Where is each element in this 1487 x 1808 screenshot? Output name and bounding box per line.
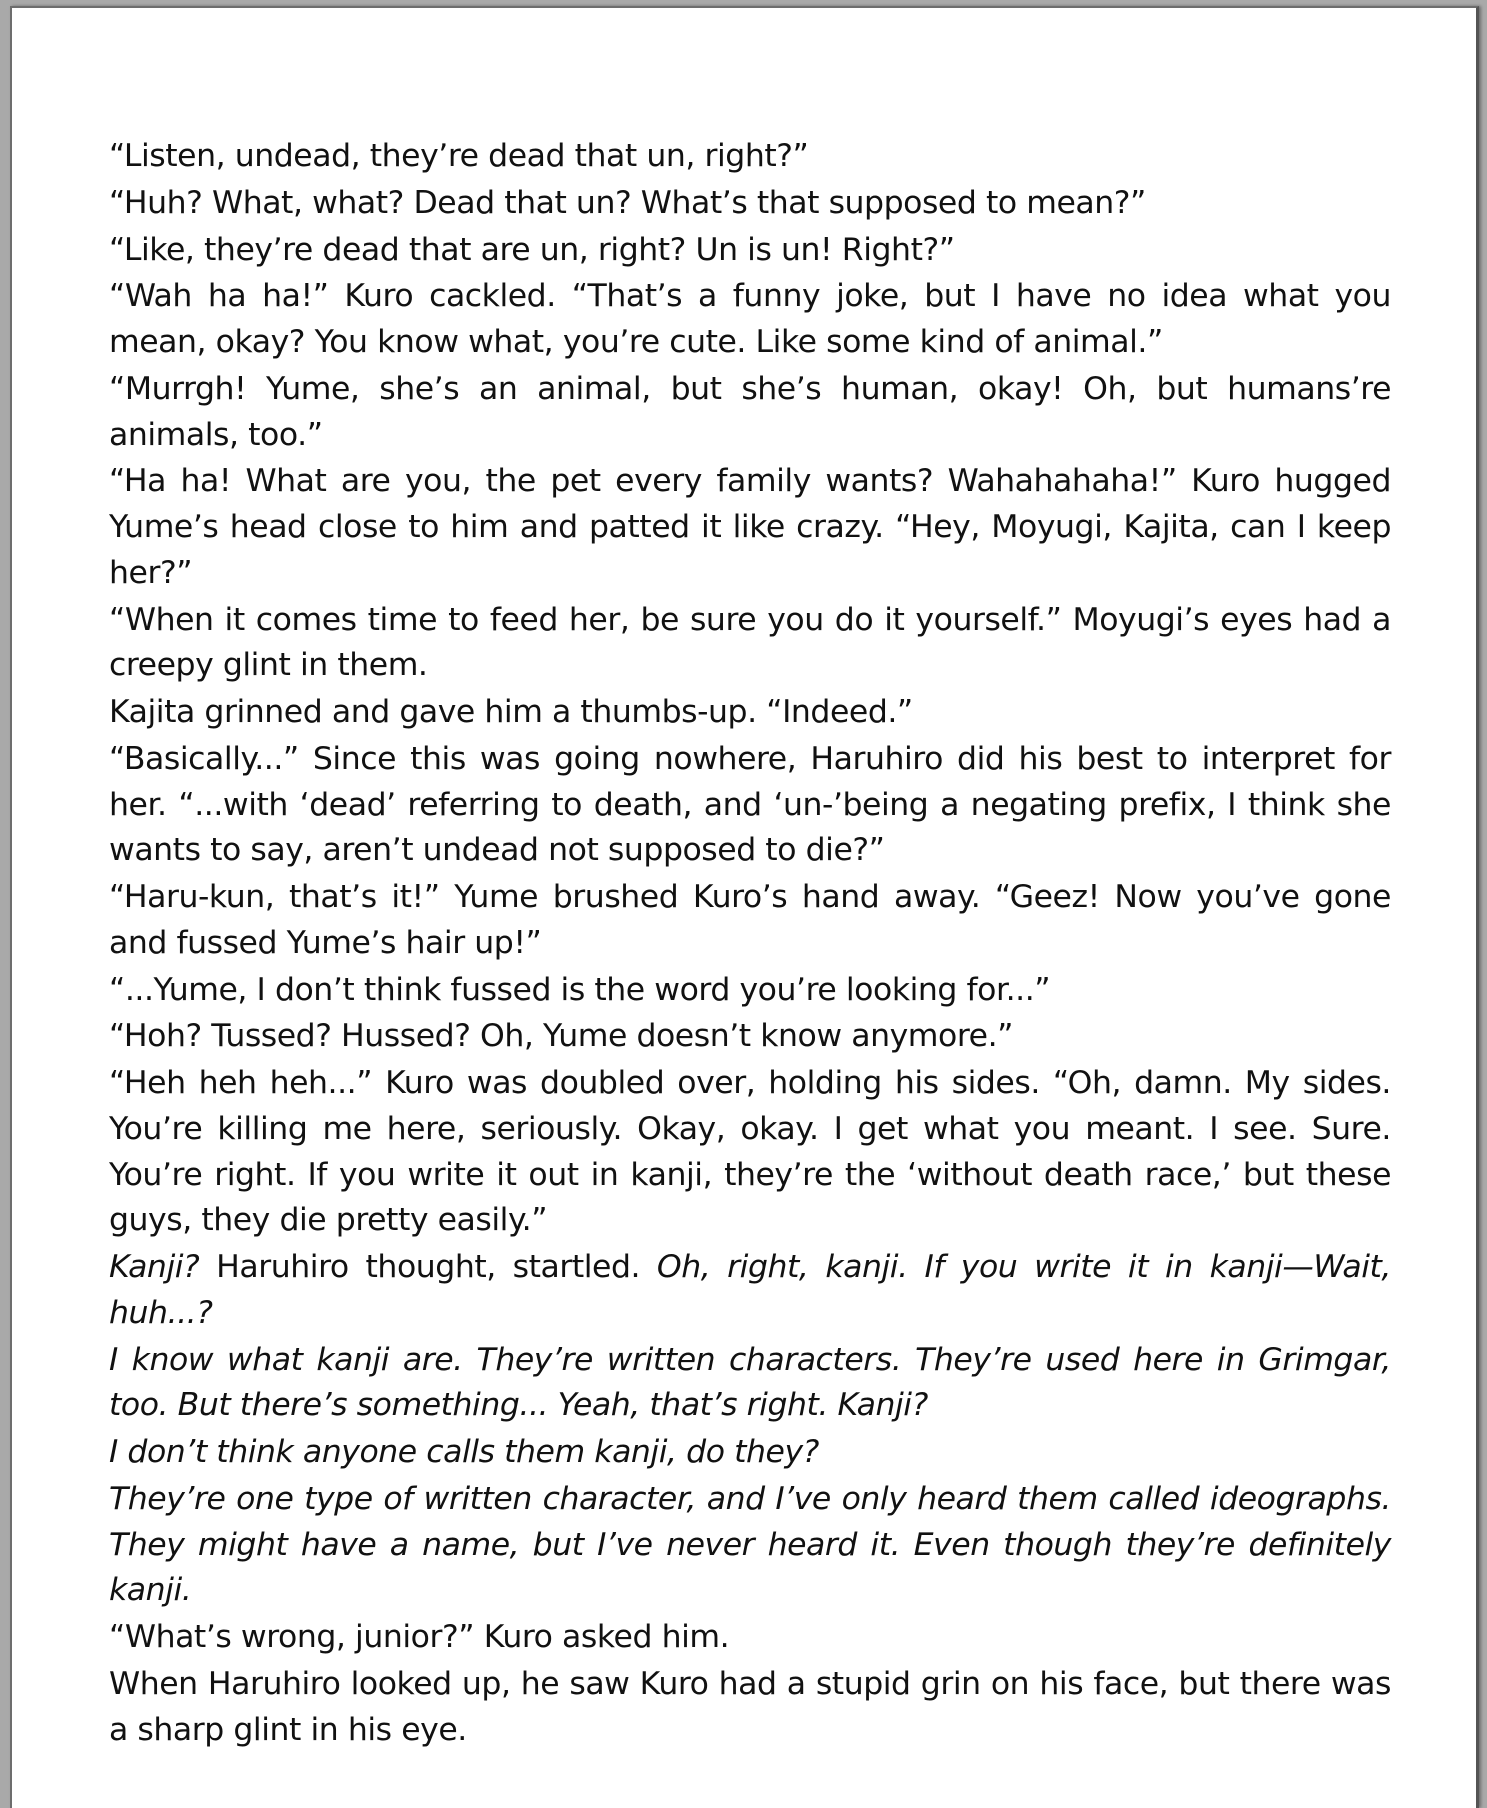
paragraph	[109, 1338, 1391, 1429]
text-segment: “Listen, undead, they’re dead that un, right?”	[109, 138, 809, 174]
italic-text-segment: I don’t think anyone calls them kanji, do they?	[109, 1434, 819, 1471]
paragraph	[109, 1430, 1391, 1476]
paragraph	[109, 690, 1391, 736]
paragraph	[109, 1662, 1391, 1753]
paragraph	[109, 134, 1391, 180]
text-segment: “Hoh? Tussed? Hussed? Oh, Yume doesn’t know anymore.”	[109, 1018, 1014, 1055]
text-segment: Kajita grinned and gave him a thumbs-up. “Indeed.”	[109, 694, 913, 731]
text-segment: When Haruhiro looked up, he saw Kuro had a stupid grin on his face, but there was a sharp glint in his eye.	[109, 1665, 1391, 1748]
text-segment: “Basically...” Since this was going nowhere, Haruhiro did his best to interpret for her. “...with ‘dead’ referring to death, and ‘un-’being a negating prefix, I think she wants to say, aren’t undead not supposed to die?”	[109, 740, 1391, 869]
text-segment: “Like, they’re dead that are un, right? Un is un! Right?”	[109, 231, 955, 268]
paragraph	[109, 181, 1391, 227]
italic-text-segment: I know what kanji are. They’re written characters. They’re used here in Grimgar, too. But there’s something... Yeah, that’s right. Kanji?	[109, 1341, 1391, 1424]
paragraph	[109, 1245, 1391, 1336]
page-body-text	[109, 134, 1391, 1754]
italic-text-segment: Oh, right, kanji. If you write it in kanji—Wait, huh...?	[109, 1249, 1391, 1331]
paragraph	[109, 1477, 1391, 1614]
text-segment: “Haru-kun, that’s it!” Yume brushed Kuro’s hand away. “Geez! Now you’ve gone and fussed Yume’s hair up!”	[109, 879, 1391, 961]
text-segment: “When it comes time to feed her, be sure you do it yourself.” Moyugi’s eyes had a creepy glint in them.	[109, 601, 1391, 684]
paragraph	[109, 1061, 1391, 1244]
italic-text-segment: They’re one type of written character, and I’ve only heard them called ideographs. They might have a name, but I’ve never heard it. Even though they’re definitely kanji.	[109, 1480, 1391, 1609]
paragraph	[109, 367, 1391, 458]
italic-text-segment: Kanji?	[109, 1249, 200, 1286]
text-segment: “What’s wrong, junior?” Kuro asked him.	[109, 1619, 730, 1656]
paragraph	[109, 875, 1391, 966]
text-segment: “Wah ha ha!” Kuro cackled. “That’s a funny joke, but I have no idea what you mean, okay? You know what, you’re cute. Like some kind of animal.”	[109, 278, 1391, 361]
paragraph	[109, 598, 1391, 689]
paragraph	[109, 459, 1391, 596]
paragraph	[109, 968, 1391, 1014]
text-segment: Haruhiro thought, startled.	[199, 1249, 657, 1286]
text-segment: “Ha ha! What are you, the pet every family wants? Wahahahaha!” Kuro hugged Yume’s head close to him and patted it like crazy. “Hey, Moyugi, Kajita, can I keep her?”	[109, 463, 1391, 591]
paragraph	[109, 1615, 1391, 1661]
paragraph	[109, 737, 1391, 874]
text-segment: “...Yume, I don’t think fussed is the word you’re looking for...”	[109, 971, 1051, 1008]
paragraph	[109, 1014, 1391, 1060]
text-segment: “Heh heh heh...” Kuro was doubled over, holding his sides. “Oh, damn. My sides. You’re killing me here, seriously. Okay, okay. I get what you meant. I see. Sure. You’re right. If you write it out in kanji, they’re the ‘without death race,’ but these guys, they die pretty easily.”	[109, 1065, 1391, 1239]
paragraph	[109, 274, 1391, 365]
document-page	[10, 6, 1479, 1808]
text-segment: “Huh? What, what? Dead that un? What’s that supposed to mean?”	[109, 184, 1146, 221]
text-segment: “Murrgh! Yume, she’s an animal, but she’s human, okay! Oh, but humans’re animals, too.”	[109, 370, 1391, 453]
paragraph	[109, 228, 1391, 274]
